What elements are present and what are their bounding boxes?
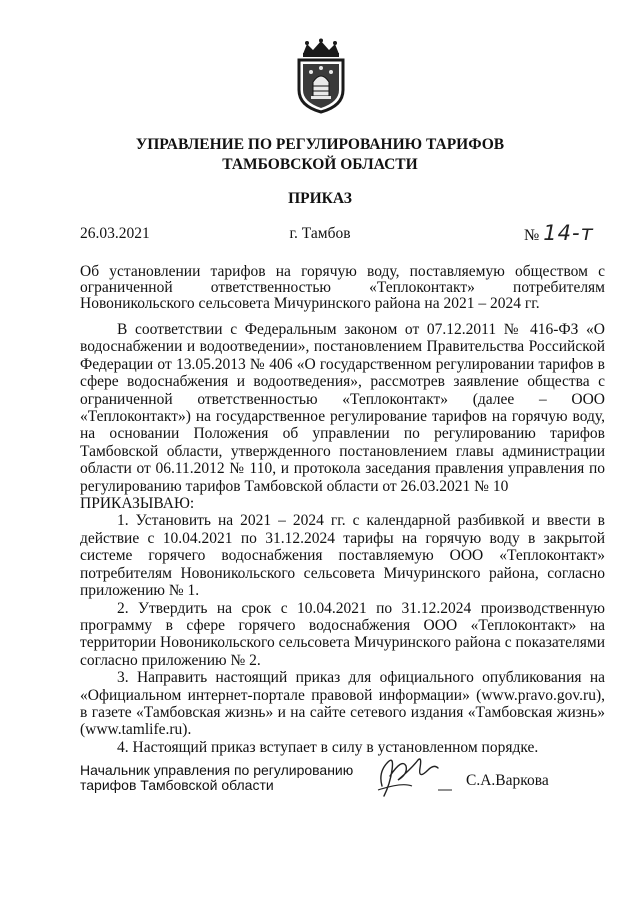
signatory-title-line-1: Начальник управления по регулированию xyxy=(80,762,354,778)
org-line-2: ТАМБОВСКОЙ ОБЛАСТИ xyxy=(222,156,418,173)
document-type: ПРИКАЗ xyxy=(288,190,352,207)
number-value: 14-т xyxy=(543,221,594,245)
order-item-4: 4. Настоящий приказ вступает в силу в установленном порядке. xyxy=(117,738,539,756)
number-label: № xyxy=(524,227,540,244)
order-word: ПРИКАЗЫВАЮ: xyxy=(80,495,195,513)
signatory-name: С.А.Варкова xyxy=(466,772,549,789)
document-number xyxy=(524,221,594,245)
document-date: 26.03.2021 xyxy=(80,225,150,242)
order-item-2: 2. Утвердить на срок с 10.04.2021 по 31.12.2024 производственную программу в сфере горячего водоснабжения ООО «Теплоконтакт» на территории Новоникольского сельсовета Мичуринского района с показателями согласно приложению № 2. xyxy=(80,599,605,669)
order-item-1: 1. Установить на 2021 – 2024 гг. с календарной разбивкой и ввести в действие с 10.04.2021 по 31.12.2024 тарифы на горячую воду в закрытой системе горячего водоснабжения поставляемую ООО «Теплоконтакт» потребителям Новоникольского сельсовета Мичуринского района, согласно приложению № 1. xyxy=(80,512,605,600)
document-subject: Об установлении тарифов на горячую воду, поставляемую обществом с ограниченной ответственностью «Теплоконтакт» потребителям Новоникольского сельсовета Мичуринского района на 2021 – 2024 гг. xyxy=(80,263,605,312)
org-line-1: УПРАВЛЕНИЕ ПО РЕГУЛИРОВАНИЮ ТАРИФОВ xyxy=(135,136,505,153)
organization-name xyxy=(0,135,640,175)
signatory-title-line-2: тарифов Тамбовской области xyxy=(80,777,274,793)
preamble-paragraph: В соответствии с Федеральным законом от 07.12.2011 № 416-ФЗ «О водоснабжении и водоотведении», постановлением Правительства Российской Федерации от 13.05.2013 № 406 «О государственном регулировании тарифов в сфере водоснабжения и водоотведения», рассмотрев заявление общества с ограниченной ответственностью «Теплоконтакт» (далее – ООО «Теплоконтакт») на государственное регулирование тарифов на горячую воду, на основании Положения об управлении по регулированию тарифов Тамбовской области, утвержденного постановлением главы администрации области от 06.11.2012 № 110, и протокола заседания правления управления по регулированию тарифов Тамбовской области от 26.03.2021 № 10 xyxy=(80,321,605,495)
order-item-3: 3. Направить настоящий приказ для официального опубликования на «Официальном интернет-портале правовой информации» (www.pravo.gov.ru), в газете «Тамбовская жизнь» и на сайте сетевого издания «Тамбовская жизнь» (www.tamlife.ru). xyxy=(80,669,605,739)
signatory-title xyxy=(80,763,353,793)
document-place: г. Тамбов xyxy=(289,225,351,242)
handwritten-signature-icon xyxy=(372,746,462,802)
document-body xyxy=(80,321,605,756)
coat-of-arms-icon xyxy=(293,38,349,114)
